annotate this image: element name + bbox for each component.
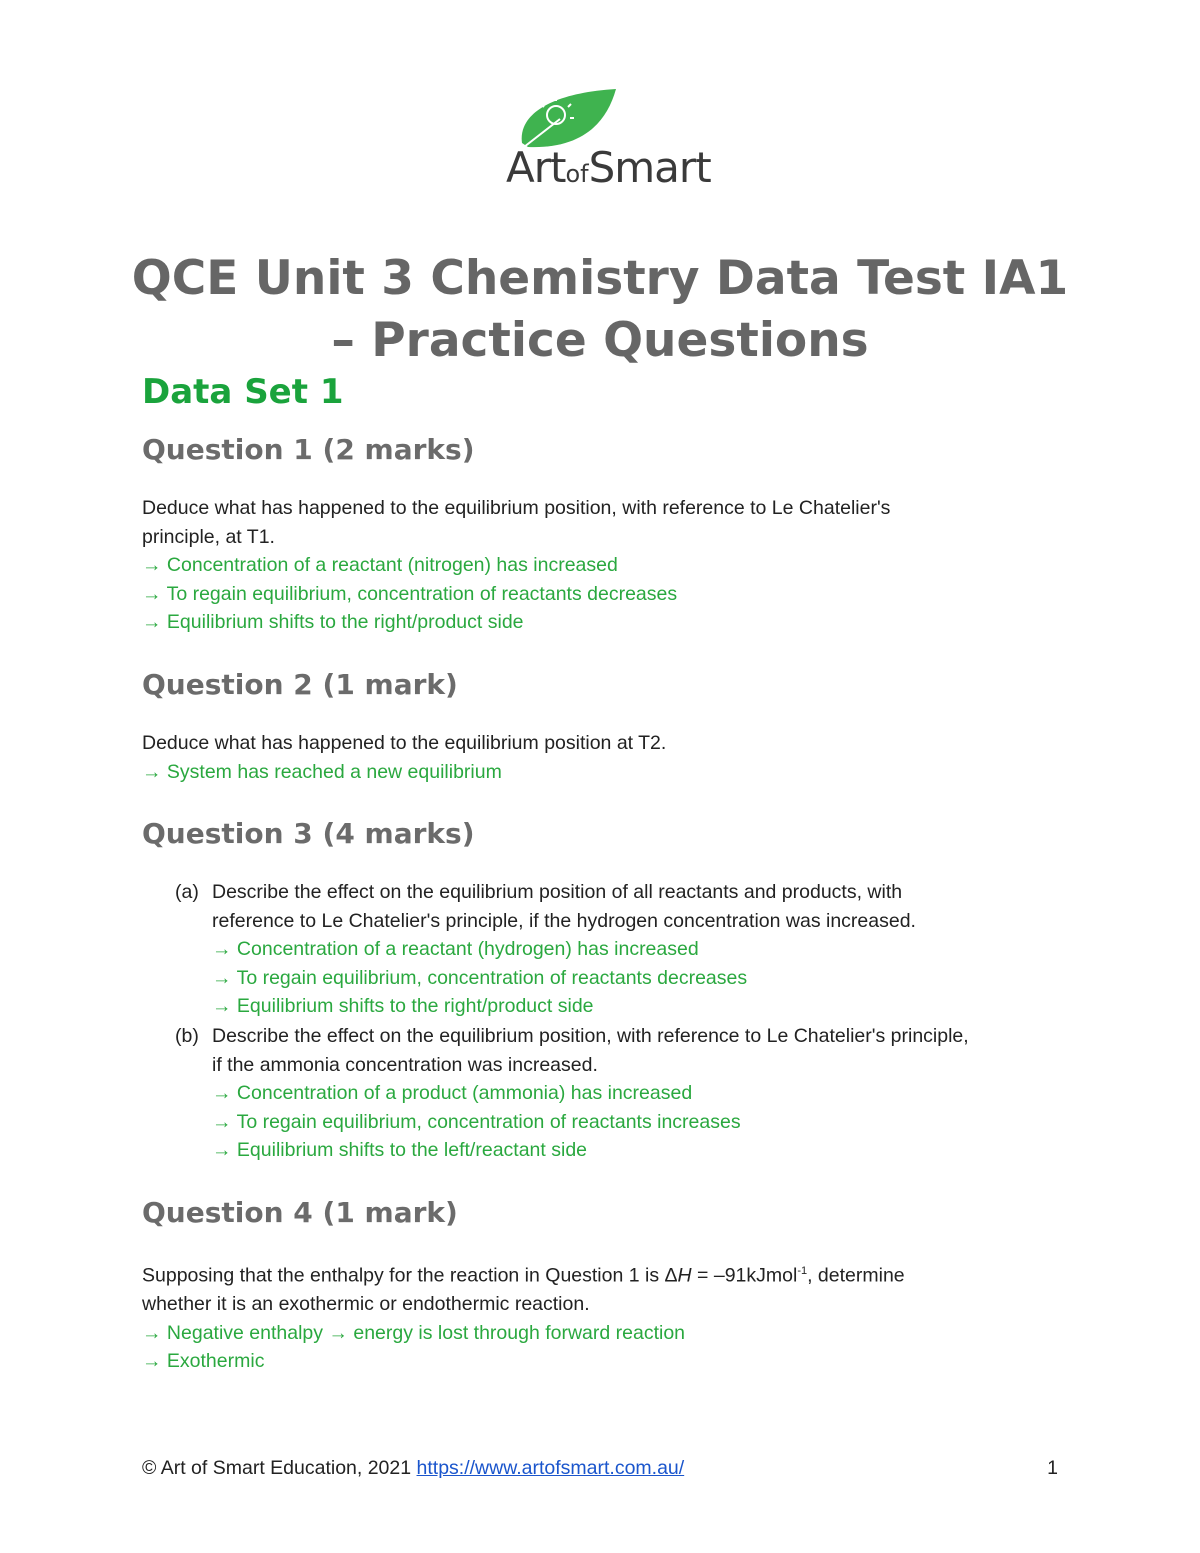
enthalpy-symbol: H — [677, 1264, 692, 1287]
question-4-prompt-line: whether it is an exothermic or endothermic reaction. — [142, 1293, 590, 1316]
question-3-heading: Question 3 (4 marks) — [142, 817, 475, 850]
question-3b-prompt-line: Describe the effect on the equilibrium position, with reference to Le Chatelier's principle, — [212, 1025, 969, 1047]
question-1-prompt-line: Deduce what has happened to the equilibrium position, with reference to Le Chatelier's — [142, 497, 891, 519]
question-3a-answer: → Equilibrium shifts to the right/product side — [212, 995, 594, 1018]
question-4-answer: → Exothermic — [142, 1350, 265, 1373]
brand-logo — [500, 85, 711, 200]
brand-name — [506, 143, 711, 192]
question-3a-prompt-line: Describe the effect on the equilibrium position of all reactants and products, with — [212, 881, 903, 903]
question-4-answer: → Negative enthalpy → energy is lost through forward reaction — [142, 1321, 686, 1344]
page-number: 1 — [1047, 1457, 1058, 1479]
page-footer — [142, 1457, 1058, 1480]
question-1-body — [142, 494, 1062, 637]
question-3a — [175, 878, 1065, 1021]
question-4-prompt-b: = –91kJmol — [691, 1264, 798, 1287]
question-1-prompt-line: principle, at T1. — [142, 525, 275, 548]
question-3a-label: (a) — [175, 881, 199, 903]
question-3b-answer: → Equilibrium shifts to the left/reactant side — [212, 1139, 588, 1162]
question-4-heading: Question 4 (1 mark) — [142, 1196, 458, 1229]
question-3a-answer: → Concentration of a reactant (hydrogen) has increased — [212, 938, 699, 961]
question-4-prompt-a: Supposing that the enthalpy for the reaction in Question 1 is Δ — [142, 1264, 678, 1287]
question-3a-prompt-line: reference to Le Chatelier's principle, if the hydrogen concentration was increased. — [212, 909, 916, 932]
question-3a-answer: → To regain equilibrium, concentration of reactants decreases — [212, 966, 748, 989]
question-1-heading: Question 1 (2 marks) — [142, 433, 475, 466]
brand-of: of — [565, 160, 589, 188]
question-3b-answer: → Concentration of a product (ammonia) has increased — [212, 1082, 693, 1105]
question-4-prompt-line — [142, 1257, 1062, 1290]
title-line-2: – Practice Questions — [331, 313, 869, 368]
brand-smart: Smart — [588, 143, 711, 192]
question-3b-answer: → To regain equilibrium, concentration of reactants increases — [212, 1110, 741, 1133]
question-3b-prompt-line: if the ammonia concentration was increased. — [212, 1053, 598, 1076]
question-1-answer: → Concentration of a reactant (nitrogen) has increased — [142, 554, 618, 577]
brand-art: Art — [506, 143, 566, 192]
unit-exponent: -1 — [797, 1265, 808, 1277]
question-1-answer: → To regain equilibrium, concentration of reactants decreases — [142, 582, 678, 605]
question-3b — [175, 1022, 1065, 1165]
question-3b-label: (b) — [175, 1025, 199, 1047]
question-2-heading: Question 2 (1 mark) — [142, 668, 458, 701]
footer-copyright: © Art of Smart Education, 2021 — [142, 1457, 417, 1479]
footer-website-link[interactable]: https://www.artofsmart.com.au/ — [416, 1457, 685, 1479]
title-line-1: QCE Unit 3 Chemistry Data Test IA1 — [131, 251, 1069, 306]
question-3a-body — [212, 878, 1065, 1021]
question-2-prompt-line: Deduce what has happened to the equilibrium position at T2. — [142, 732, 667, 754]
question-4-prompt-c: , determine — [807, 1264, 905, 1287]
question-2-body — [142, 729, 1062, 786]
page-title — [100, 248, 1100, 372]
section-heading: Data Set 1 — [142, 372, 344, 412]
question-3b-body — [212, 1022, 1065, 1165]
question-1-answer: → Equilibrium shifts to the right/product side — [142, 611, 524, 634]
question-2-answer: → System has reached a new equilibrium — [142, 760, 502, 783]
question-4-body — [142, 1257, 1062, 1376]
